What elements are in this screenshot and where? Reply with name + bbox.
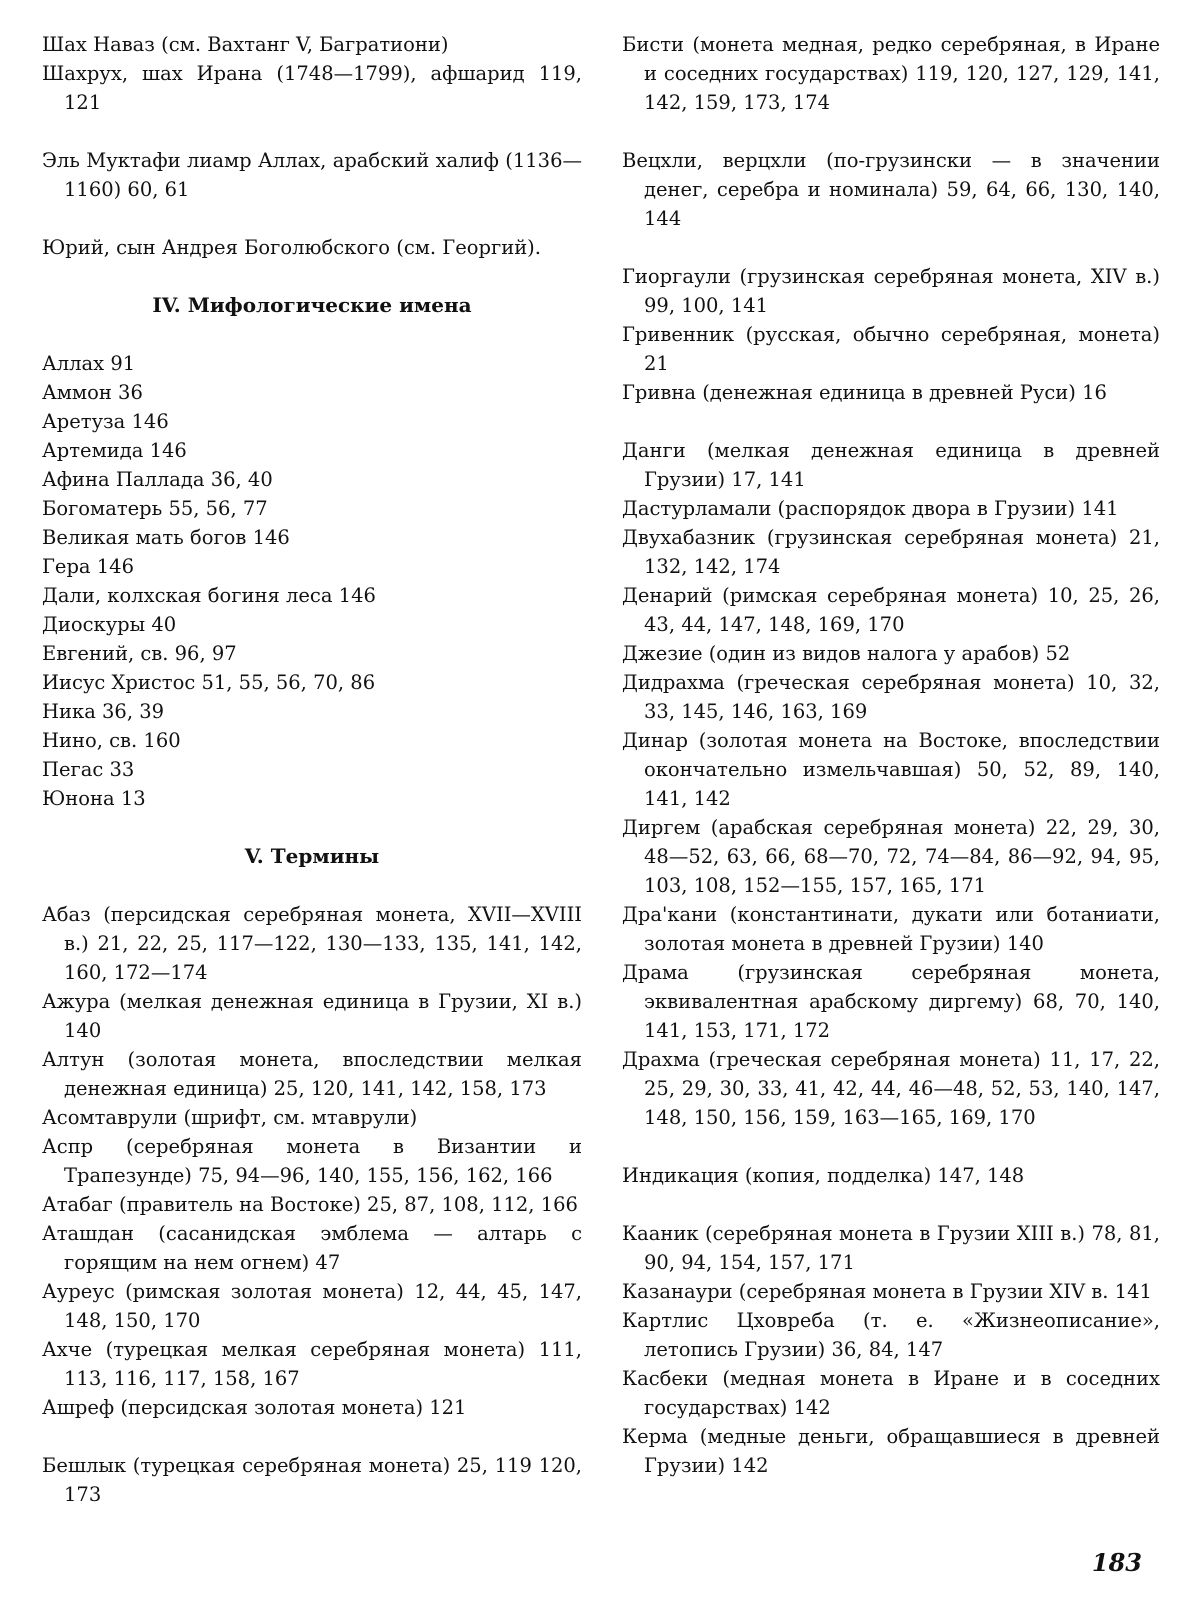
index-entry: Атабаг (правитель на Востоке) 25, 87, 108, 112, 166 [42, 1193, 578, 1216]
spacer [42, 1422, 582, 1451]
index-entry: Асомтаврули (шрифт, см. мтаврули) [42, 1106, 418, 1129]
left-column [42, 30, 582, 1509]
index-entry: Афина Паллада 36, 40 [42, 468, 273, 491]
right-column [622, 30, 1160, 1480]
index-entry: Великая мать богов 146 [42, 526, 290, 549]
index-entry: Аммон 36 [42, 381, 143, 404]
index-entry: Касбеки (медная монета в Иране и в соседних государствах) 142 [622, 1367, 1160, 1419]
index-entry: Дра'кани (константинати, дукати или ботаниати, золотая монета в древней Грузии) 140 [622, 903, 1160, 955]
index-entry: Иисус Христос 51, 55, 56, 70, 86 [42, 671, 376, 694]
index-entry: Джезие (один из видов налога у арабов) 52 [622, 642, 1071, 665]
index-entry: Картлис Цховреба (т. е. «Жизнеописание», летопись Грузии) 36, 84, 147 [622, 1309, 1160, 1361]
spacer [622, 407, 1160, 436]
index-entry: Ашреф (персидская золотая монета) 121 [42, 1396, 467, 1419]
index-entry: Динар (золотая монета на Востоке, впоследствии окончательно измельчавшая) 50, 52, 89, 140, 141, 142 [622, 729, 1160, 810]
index-entry: Гривенник (русская, обычно серебряная, монета) 21 [622, 323, 1160, 375]
index-entry: Нино, св. 160 [42, 729, 181, 752]
index-entry: Ауреус (римская золотая монета) 12, 44, 45, 147, 148, 150, 170 [42, 1280, 582, 1332]
index-entry: Аретуза 146 [42, 410, 169, 433]
index-entry: Аспр (серебряная монета в Византии и Трапезунде) 75, 94—96, 140, 155, 156, 162, 166 [42, 1135, 582, 1187]
spacer [622, 117, 1160, 146]
index-entry: Кааник (серебряная монета в Грузии XIII в.) 78, 81, 90, 94, 154, 157, 171 [622, 1222, 1160, 1274]
index-entry: Аллах 91 [42, 352, 136, 375]
index-entry: Бешлык (турецкая серебряная монета) 25, 119 120, 173 [42, 1454, 582, 1506]
index-entry: Юнона 13 [42, 787, 146, 810]
index-entry: Казанаури (серебряная монета в Грузии XIV в. 141 [622, 1280, 1152, 1303]
index-entry: Индикация (копия, подделка) 147, 148 [622, 1164, 1025, 1187]
index-entry: Диргем (арабская серебряная монета) 22, 29, 30, 48—52, 63, 66, 68—70, 72, 74—84, 86—92, 94, 95, 103, 108, 152—155, 157, 165, 171 [622, 816, 1160, 897]
index-entry: Шахрух, шах Ирана (1748—1799), афшарид 119, 121 [42, 62, 582, 114]
index-entry: Алтун (золотая монета, впоследствии мелкая денежная единица) 25, 120, 141, 142, 158, 173 [42, 1048, 582, 1100]
index-entry: Драхма (греческая серебряная монета) 11, 17, 22, 25, 29, 30, 33, 41, 42, 44, 46—48, 52, 53, 140, 147, 148, 150, 156, 159, 163—165, 169, 170 [622, 1048, 1160, 1129]
index-entry: Эль Муктафи лиамр Аллах, арабский халиф (1136—1160) 60, 61 [42, 149, 582, 201]
index-entry: Гера 146 [42, 555, 134, 578]
index-entry: Дидрахма (греческая серебряная монета) 10, 32, 33, 145, 146, 163, 169 [622, 671, 1160, 723]
index-entry: Богоматерь 55, 56, 77 [42, 497, 268, 520]
index-entry: Дали, колхская богиня леса 146 [42, 584, 376, 607]
spacer [622, 1190, 1160, 1219]
index-entry: Гиоргаули (грузинская серебряная монета, XIV в.) 99, 100, 141 [622, 265, 1160, 317]
page-number: 183 [1091, 1548, 1142, 1577]
index-entry: Пегас 33 [42, 758, 135, 781]
index-entry: Дастурламали (распорядок двора в Грузии) 141 [622, 497, 1119, 520]
index-entry: Вецхли, верцхли (по-грузински — в значении денег, серебра и номинала) 59, 64, 66, 130, 140, 144 [622, 149, 1160, 230]
section-heading: V. Термины [244, 844, 380, 868]
spacer [42, 320, 582, 349]
section-heading: IV. Мифологические имена [152, 293, 472, 317]
index-entry: Ахче (турецкая мелкая серебряная монета) 111, 113, 116, 117, 158, 167 [42, 1338, 582, 1390]
index-entry: Денарий (римская серебряная монета) 10, 25, 26, 43, 44, 147, 148, 169, 170 [622, 584, 1160, 636]
index-entry: Керма (медные деньги, обращавшиеся в древней Грузии) 142 [622, 1425, 1160, 1477]
index-entry: Ажура (мелкая денежная единица в Грузии, XI в.) 140 [42, 990, 582, 1042]
index-entry: Гривна (денежная единица в древней Руси) 16 [622, 381, 1107, 404]
index-entry: Ника 36, 39 [42, 700, 165, 723]
index-entry: Данги (мелкая денежная единица в древней Грузии) 17, 141 [622, 439, 1160, 491]
spacer [622, 233, 1160, 262]
spacer [42, 813, 582, 842]
index-entry: Диоскуры 40 [42, 613, 177, 636]
index-entry: Двухабазник (грузинская серебряная монета) 21, 132, 142, 174 [622, 526, 1160, 578]
spacer [42, 262, 582, 291]
index-entry: Аташдан (сасанидская эмблема — алтарь с горящим на нем огнем) 47 [42, 1222, 582, 1274]
index-entry: Артемида 146 [42, 439, 187, 462]
index-entry: Евгений, св. 96, 97 [42, 642, 237, 665]
index-entry: Бисти (монета медная, редко серебряная, в Иране и соседних государствах) 119, 120, 127, 129, 141, 142, 159, 173, 174 [622, 33, 1160, 114]
index-entry: Драма (грузинская серебряная монета, эквивалентная арабскому диргему) 68, 70, 140, 141, 153, 171, 172 [622, 961, 1160, 1042]
index-entry: Юрий, сын Андрея Боголюбского (см. Георгий). [42, 236, 541, 259]
spacer [622, 1132, 1160, 1161]
spacer [42, 204, 582, 233]
spacer [42, 117, 582, 146]
index-entry: Шах Наваз (см. Вахтанг V, Багратиони) [42, 33, 449, 56]
index-entry: Абаз (персидская серебряная монета, XVII—XVIII в.) 21, 22, 25, 117—122, 130—133, 135, 141, 142, 160, 172—174 [42, 903, 582, 984]
spacer [42, 871, 582, 900]
